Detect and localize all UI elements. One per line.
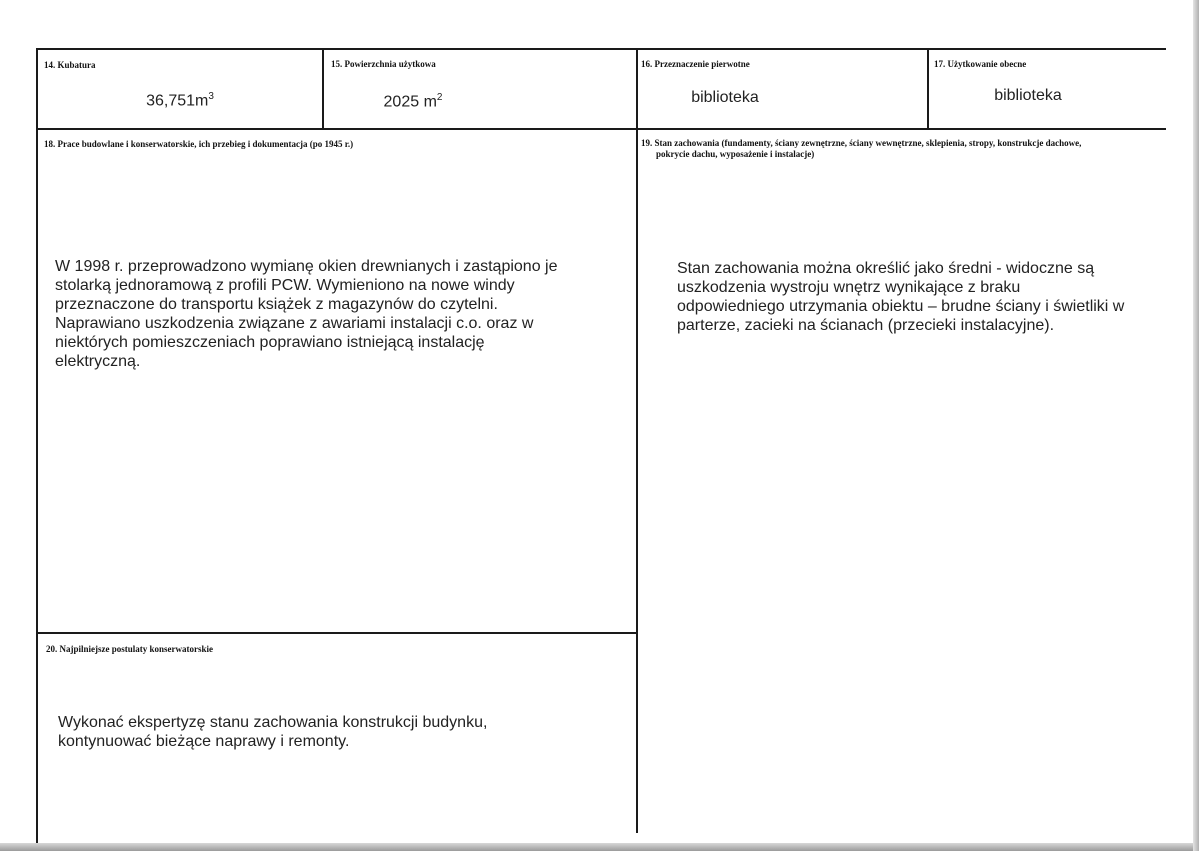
prace-text [55, 257, 625, 371]
left-border-line [36, 48, 38, 843]
stan-line: parterze, zacieki na ścianach (przecieki instalacyjne). [677, 317, 1055, 334]
powierzchnia-value [326, 88, 500, 112]
powierzchnia-value-text: 2025 m [383, 93, 437, 111]
postulaty-line: Wykonać ekspertyzę stanu zachowania konstrukcji budynku, [58, 714, 488, 731]
postulaty-label: 20. Najpilniejsze postulaty konserwatorskie [46, 644, 213, 654]
divider-14-15 [322, 48, 324, 130]
kubatura-value [40, 87, 320, 111]
top-border-line [36, 48, 1166, 50]
prace-line: niektórych pomieszczeniach poprawiano istniejącą instalację [55, 334, 485, 351]
postulaty-text [58, 713, 618, 751]
uzytkowanie-label: 17. Użytkowanie obecne [934, 59, 1027, 69]
prace-line: przeznaczone do transportu książek z magazynów do czytelni. [55, 296, 498, 313]
stan-text [677, 259, 1177, 335]
przeznaczenie-label: 16. Przeznaczenie pierwotne [641, 59, 750, 69]
prace-line: stolarką jednoramową z profili PCW. Wymieniono na nowe windy [55, 277, 515, 294]
prace-line: W 1998 r. przeprowadzono wymianę okien drewnianych i zastąpiono je [55, 258, 558, 275]
prace-line: elektryczną. [55, 353, 141, 370]
kubatura-label: 14. Kubatura [44, 60, 96, 70]
divider-16-17 [927, 48, 929, 130]
kubatura-unit-exponent: 3 [208, 91, 214, 102]
center-divider-line [636, 48, 638, 833]
stan-line: uszkodzenia wystroju wnętrz wynikające z braku [677, 279, 1021, 296]
postulaty-line: kontynuować bieżące naprawy i remonty. [58, 733, 350, 750]
scan-right-edge [1193, 0, 1199, 851]
section18-bottom-line [36, 632, 638, 634]
przeznaczenie-value: biblioteka [691, 89, 759, 106]
powierzchnia-unit-exponent: 2 [436, 92, 443, 103]
prace-label: 18. Prace budowlane i konserwatorskie, ich przebieg i dokumentacja (po 1945 r.) [44, 139, 354, 149]
uzytkowanie-value: biblioteka [994, 87, 1062, 104]
powierzchnia-label: 15. Powierzchnia użytkowa [331, 59, 436, 69]
scan-bottom-edge [0, 843, 1199, 851]
prace-line: Naprawiano uszkodzenia związane z awariami instalacji c.o. oraz w [55, 315, 534, 332]
kubatura-value-text: 36,751m [146, 92, 209, 110]
stan-label-line: pokrycie dachu, wyposażenie i instalacje) [656, 149, 815, 159]
stan-line: odpowiedniego utrzymania obiektu – brudne ściany i świetliki w [677, 298, 1125, 315]
stan-label [641, 138, 1171, 160]
stan-line: Stan zachowania można określić jako średni - widoczne są [677, 260, 1095, 277]
stan-label-line: 19. Stan zachowania (fundamenty, ściany zewnętrzne, ściany wewnętrzne, sklepienia, stropy, konstrukcje dachowe, [641, 138, 1082, 148]
row1-bottom-line [36, 128, 1166, 130]
